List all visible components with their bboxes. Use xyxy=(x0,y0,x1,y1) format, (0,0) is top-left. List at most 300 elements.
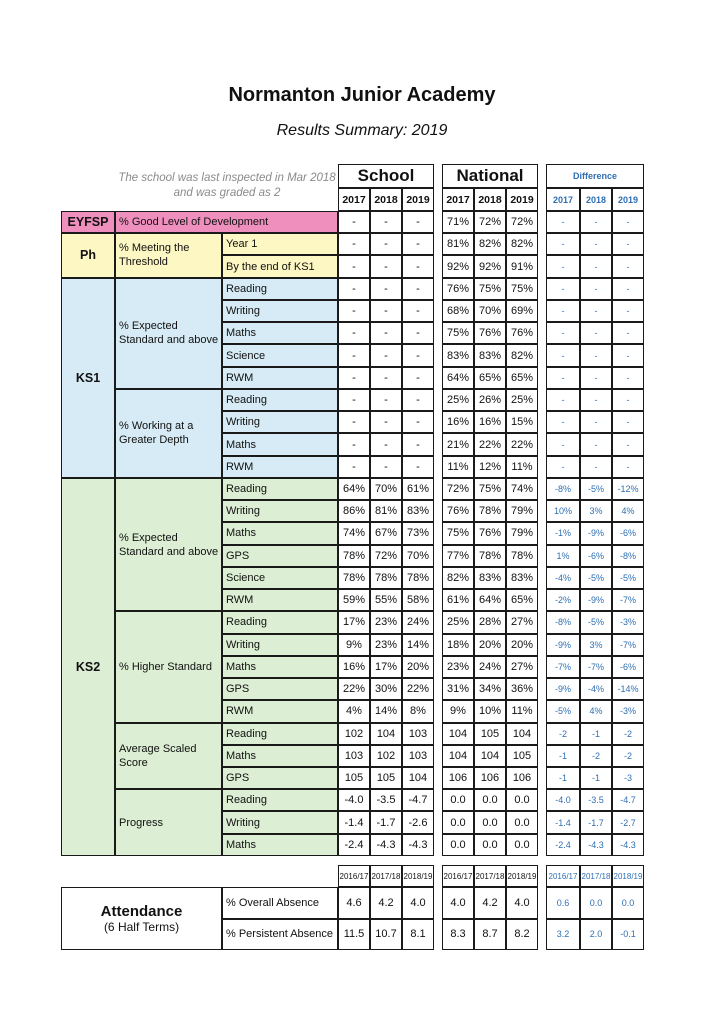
school-value: - xyxy=(338,255,370,277)
school-value: 103 xyxy=(402,745,434,767)
school-value: - xyxy=(338,456,370,478)
row-sublabel: GPS xyxy=(222,678,338,700)
national-value: 0.0 xyxy=(474,834,506,856)
school-value: - xyxy=(402,344,434,366)
national-attendance-value: 8.2 xyxy=(506,919,538,951)
page-subtitle: Results Summary: 2019 xyxy=(276,122,448,139)
national-value: 25% xyxy=(506,389,538,411)
difference-value: -8% xyxy=(546,611,580,633)
difference-value: -9% xyxy=(580,589,612,611)
national-value: 92% xyxy=(474,255,506,277)
difference-value: -4.3 xyxy=(612,834,644,856)
difference-value: -9% xyxy=(580,522,612,544)
difference-value: - xyxy=(580,367,612,389)
school-value: 61% xyxy=(402,478,434,500)
difference-value: -2% xyxy=(546,589,580,611)
national-value: 64% xyxy=(442,367,474,389)
school-value: - xyxy=(338,389,370,411)
school-value: - xyxy=(370,344,402,366)
school-value: - xyxy=(338,411,370,433)
group-label: Progress xyxy=(115,789,222,856)
school-value: -4.7 xyxy=(402,789,434,811)
school-value: - xyxy=(370,322,402,344)
row-sublabel: Maths xyxy=(222,522,338,544)
national-value: 75% xyxy=(442,322,474,344)
national-value: 105 xyxy=(506,745,538,767)
difference-attendance-value: 0.0 xyxy=(612,887,644,919)
row-sublabel: GPS xyxy=(222,767,338,789)
difference-value: -1 xyxy=(580,767,612,789)
difference-value: -5% xyxy=(580,567,612,589)
section-label: KS2 xyxy=(61,478,115,856)
row-sublabel: Year 1 xyxy=(222,233,338,255)
row-sublabel: Reading xyxy=(222,611,338,633)
school-value: 70% xyxy=(370,478,402,500)
school-value: -1.7 xyxy=(370,811,402,833)
national-year-header: 2018 xyxy=(474,188,506,211)
national-value: 72% xyxy=(474,211,506,233)
national-year-header: 2019 xyxy=(506,188,538,211)
school-value: - xyxy=(338,367,370,389)
national-value: 12% xyxy=(474,456,506,478)
difference-value: -3 xyxy=(612,767,644,789)
school-value: - xyxy=(370,367,402,389)
national-value: 104 xyxy=(506,723,538,745)
school-value: 81% xyxy=(370,500,402,522)
difference-value: - xyxy=(580,389,612,411)
national-value: 0.0 xyxy=(506,834,538,856)
row-sublabel: Reading xyxy=(222,723,338,745)
attendance-row-label: % Persistent Absence xyxy=(222,919,338,951)
group-label: % Higher Standard xyxy=(115,611,222,722)
row-sublabel: Reading xyxy=(222,278,338,300)
national-value: 76% xyxy=(474,322,506,344)
attendance-title: Attendance xyxy=(100,903,183,920)
difference-value: -3.5 xyxy=(580,789,612,811)
national-value: 79% xyxy=(506,522,538,544)
difference-value: -7% xyxy=(612,634,644,656)
school-value: 105 xyxy=(370,767,402,789)
difference-value: -5% xyxy=(612,567,644,589)
national-value: 64% xyxy=(474,589,506,611)
school-header: School xyxy=(338,164,434,188)
row-sublabel: RWM xyxy=(222,456,338,478)
difference-attendance-year: 2016/17 xyxy=(546,865,580,887)
difference-value: - xyxy=(612,255,644,277)
difference-value: - xyxy=(546,255,580,277)
national-attendance-year: 2016/17 xyxy=(442,865,474,887)
national-value: 24% xyxy=(474,656,506,678)
difference-value: - xyxy=(546,278,580,300)
difference-value: -2 xyxy=(580,745,612,767)
row-sublabel: By the end of KS1 xyxy=(222,255,338,277)
school-value: 17% xyxy=(338,611,370,633)
difference-value: 4% xyxy=(612,500,644,522)
school-value: - xyxy=(370,456,402,478)
school-value: - xyxy=(370,278,402,300)
difference-value: - xyxy=(580,433,612,455)
row-sublabel: Reading xyxy=(222,389,338,411)
difference-value: - xyxy=(580,322,612,344)
national-value: 20% xyxy=(506,634,538,656)
school-value: - xyxy=(402,255,434,277)
school-value: - xyxy=(338,344,370,366)
national-value: 65% xyxy=(506,589,538,611)
national-attendance-value: 8.3 xyxy=(442,919,474,951)
national-value: 65% xyxy=(506,367,538,389)
school-value: 67% xyxy=(370,522,402,544)
difference-year-header: 2019 xyxy=(612,188,644,211)
difference-value: -8% xyxy=(612,545,644,567)
school-value: - xyxy=(402,233,434,255)
difference-attendance-value: 0.0 xyxy=(580,887,612,919)
school-value: 103 xyxy=(402,723,434,745)
school-value: - xyxy=(338,322,370,344)
national-value: 11% xyxy=(442,456,474,478)
school-value: - xyxy=(402,411,434,433)
school-attendance-year: 2016/17 xyxy=(338,865,370,887)
row-sublabel: Maths xyxy=(222,433,338,455)
national-value: 36% xyxy=(506,678,538,700)
school-value: 55% xyxy=(370,589,402,611)
national-value: 16% xyxy=(474,411,506,433)
row-sublabel: RWM xyxy=(222,367,338,389)
difference-attendance-year: 2017/18 xyxy=(580,865,612,887)
school-value: 102 xyxy=(338,723,370,745)
national-value: 106 xyxy=(506,767,538,789)
group-label: % Expected Standard and above xyxy=(115,478,222,611)
difference-value: -2.4 xyxy=(546,834,580,856)
national-year-header: 2017 xyxy=(442,188,474,211)
school-year-header: 2017 xyxy=(338,188,370,211)
school-attendance-value: 4.6 xyxy=(338,887,370,919)
row-sublabel: Science xyxy=(222,567,338,589)
national-value: 78% xyxy=(506,545,538,567)
national-value: 75% xyxy=(474,478,506,500)
difference-value: 10% xyxy=(546,500,580,522)
difference-value: - xyxy=(580,233,612,255)
national-value: 27% xyxy=(506,611,538,633)
section-label: KS1 xyxy=(61,278,115,478)
school-value: 14% xyxy=(402,634,434,656)
difference-value: - xyxy=(546,233,580,255)
difference-value: - xyxy=(580,211,612,233)
national-value: 16% xyxy=(442,411,474,433)
national-value: 34% xyxy=(474,678,506,700)
school-value: - xyxy=(370,411,402,433)
national-attendance-value: 4.0 xyxy=(442,887,474,919)
national-value: 82% xyxy=(506,344,538,366)
national-value: 79% xyxy=(506,500,538,522)
difference-value: -2 xyxy=(612,745,644,767)
national-value: 26% xyxy=(474,389,506,411)
school-value: - xyxy=(402,433,434,455)
difference-value: - xyxy=(580,456,612,478)
difference-value: - xyxy=(546,456,580,478)
section-label: EYFSP xyxy=(61,211,115,233)
group-label: Average Scaled Score xyxy=(115,723,222,790)
school-value: 78% xyxy=(338,567,370,589)
difference-value: - xyxy=(612,211,644,233)
difference-header: Difference xyxy=(546,164,644,188)
school-value: 59% xyxy=(338,589,370,611)
inspection-note: The school was last inspected in Mar 2018 and was graded as 2 xyxy=(118,172,336,199)
national-value: 25% xyxy=(442,611,474,633)
national-value: 22% xyxy=(474,433,506,455)
national-value: 68% xyxy=(442,300,474,322)
national-value: 0.0 xyxy=(506,789,538,811)
difference-attendance-value: 3.2 xyxy=(546,919,580,951)
school-value: - xyxy=(370,300,402,322)
school-value: 78% xyxy=(338,545,370,567)
difference-value: - xyxy=(612,389,644,411)
national-value: 74% xyxy=(506,478,538,500)
school-value: - xyxy=(402,456,434,478)
difference-value: -9% xyxy=(546,678,580,700)
difference-value: -7% xyxy=(546,656,580,678)
school-value: 17% xyxy=(370,656,402,678)
national-value: 104 xyxy=(442,723,474,745)
school-value: 22% xyxy=(338,678,370,700)
national-value: 0.0 xyxy=(442,789,474,811)
difference-value: - xyxy=(612,411,644,433)
school-value: 78% xyxy=(402,567,434,589)
national-value: 91% xyxy=(506,255,538,277)
school-value: 83% xyxy=(402,500,434,522)
national-value: 77% xyxy=(442,545,474,567)
school-value: - xyxy=(402,389,434,411)
national-value: 105 xyxy=(474,723,506,745)
difference-attendance-value: 2.0 xyxy=(580,919,612,951)
row-sublabel: Writing xyxy=(222,634,338,656)
school-attendance-value: 4.0 xyxy=(402,887,434,919)
difference-value: -6% xyxy=(580,545,612,567)
difference-attendance-value: 0.6 xyxy=(546,887,580,919)
group-label: % Working at a Greater Depth xyxy=(115,389,222,478)
difference-value: - xyxy=(612,456,644,478)
national-value: 83% xyxy=(474,344,506,366)
national-attendance-value: 4.2 xyxy=(474,887,506,919)
difference-value: - xyxy=(612,300,644,322)
school-value: -3.5 xyxy=(370,789,402,811)
difference-value: -2 xyxy=(546,723,580,745)
national-value: 21% xyxy=(442,433,474,455)
difference-value: -1 xyxy=(546,767,580,789)
school-value: 14% xyxy=(370,700,402,722)
national-header: National xyxy=(442,164,538,188)
difference-value: -2.7 xyxy=(612,811,644,833)
national-value: 20% xyxy=(474,634,506,656)
school-value: -4.3 xyxy=(402,834,434,856)
attendance-row-label: % Overall Absence xyxy=(222,887,338,919)
difference-value: - xyxy=(546,300,580,322)
school-value: 9% xyxy=(338,634,370,656)
difference-value: -4% xyxy=(580,678,612,700)
difference-value: - xyxy=(546,411,580,433)
difference-value: -1% xyxy=(546,522,580,544)
difference-value: -4.3 xyxy=(580,834,612,856)
school-value: - xyxy=(402,322,434,344)
school-year-header: 2019 xyxy=(402,188,434,211)
difference-year-header: 2017 xyxy=(546,188,580,211)
difference-value: - xyxy=(580,344,612,366)
school-value: 74% xyxy=(338,522,370,544)
difference-value: -6% xyxy=(612,656,644,678)
national-value: 75% xyxy=(506,278,538,300)
row-sublabel: Maths xyxy=(222,745,338,767)
row-sublabel: Writing xyxy=(222,300,338,322)
national-attendance-year: 2018/19 xyxy=(506,865,538,887)
difference-value: -1.7 xyxy=(580,811,612,833)
difference-value: -4.0 xyxy=(546,789,580,811)
school-attendance-value: 8.1 xyxy=(402,919,434,951)
row-sublabel: Reading xyxy=(222,478,338,500)
national-value: 82% xyxy=(474,233,506,255)
school-value: -4.3 xyxy=(370,834,402,856)
school-value: - xyxy=(402,211,434,233)
difference-value: - xyxy=(580,300,612,322)
national-value: 75% xyxy=(474,278,506,300)
row-sublabel: Reading xyxy=(222,789,338,811)
national-value: 78% xyxy=(474,500,506,522)
row-sublabel: Maths xyxy=(222,834,338,856)
school-value: - xyxy=(370,211,402,233)
school-value: - xyxy=(338,433,370,455)
national-value: 65% xyxy=(474,367,506,389)
school-value: 104 xyxy=(402,767,434,789)
school-value: -2.4 xyxy=(338,834,370,856)
national-value: 71% xyxy=(442,211,474,233)
school-value: 105 xyxy=(338,767,370,789)
difference-value: -4.7 xyxy=(612,789,644,811)
difference-value: 3% xyxy=(580,500,612,522)
difference-value: - xyxy=(546,211,580,233)
school-value: - xyxy=(338,300,370,322)
national-value: 0.0 xyxy=(474,811,506,833)
school-attendance-value: 4.2 xyxy=(370,887,402,919)
school-value: 22% xyxy=(402,678,434,700)
national-value: 76% xyxy=(442,278,474,300)
difference-value: -1 xyxy=(546,745,580,767)
difference-value: 1% xyxy=(546,545,580,567)
national-value: 106 xyxy=(474,767,506,789)
difference-value: -3% xyxy=(612,611,644,633)
row-sublabel: Science xyxy=(222,344,338,366)
national-value: 106 xyxy=(442,767,474,789)
school-attendance-year: 2018/19 xyxy=(402,865,434,887)
school-value: 102 xyxy=(370,745,402,767)
difference-year-header: 2018 xyxy=(580,188,612,211)
school-attendance-year: 2017/18 xyxy=(370,865,402,887)
national-attendance-value: 4.0 xyxy=(506,887,538,919)
attendance-subtitle: (6 Half Terms) xyxy=(103,920,180,934)
group-label: % Good Level of Development xyxy=(115,211,338,233)
school-value: - xyxy=(370,233,402,255)
school-value: 73% xyxy=(402,522,434,544)
group-label: % Expected Standard and above xyxy=(115,278,222,389)
row-sublabel: Maths xyxy=(222,656,338,678)
school-value: 30% xyxy=(370,678,402,700)
national-value: 76% xyxy=(474,522,506,544)
school-value: 70% xyxy=(402,545,434,567)
national-value: 0.0 xyxy=(506,811,538,833)
school-year-header: 2018 xyxy=(370,188,402,211)
national-value: 82% xyxy=(442,567,474,589)
difference-attendance-year: 2018/19 xyxy=(612,865,644,887)
national-value: 9% xyxy=(442,700,474,722)
group-label: % Meeting the Threshold xyxy=(115,233,222,277)
national-value: 23% xyxy=(442,656,474,678)
national-value: 72% xyxy=(442,478,474,500)
national-value: 61% xyxy=(442,589,474,611)
difference-value: - xyxy=(546,344,580,366)
difference-value: - xyxy=(546,322,580,344)
difference-value: -1.4 xyxy=(546,811,580,833)
difference-value: -5% xyxy=(580,478,612,500)
difference-value: -1 xyxy=(580,723,612,745)
school-value: - xyxy=(402,300,434,322)
school-value: 23% xyxy=(370,634,402,656)
school-value: 58% xyxy=(402,589,434,611)
difference-value: - xyxy=(580,411,612,433)
national-value: 83% xyxy=(442,344,474,366)
row-sublabel: Maths xyxy=(222,322,338,344)
row-sublabel: Writing xyxy=(222,811,338,833)
school-value: - xyxy=(402,278,434,300)
difference-value: 3% xyxy=(580,634,612,656)
national-value: 104 xyxy=(442,745,474,767)
national-value: 15% xyxy=(506,411,538,433)
difference-value: - xyxy=(546,367,580,389)
difference-value: - xyxy=(612,233,644,255)
national-value: 92% xyxy=(442,255,474,277)
school-value: - xyxy=(338,278,370,300)
national-value: 0.0 xyxy=(442,834,474,856)
difference-value: - xyxy=(580,278,612,300)
school-attendance-value: 11.5 xyxy=(338,919,370,951)
national-value: 76% xyxy=(506,322,538,344)
row-sublabel: RWM xyxy=(222,589,338,611)
row-sublabel: Writing xyxy=(222,500,338,522)
difference-value: - xyxy=(612,433,644,455)
national-value: 10% xyxy=(474,700,506,722)
school-attendance-value: 10.7 xyxy=(370,919,402,951)
national-value: 83% xyxy=(474,567,506,589)
national-value: 75% xyxy=(442,522,474,544)
school-value: -2.6 xyxy=(402,811,434,833)
difference-value: -4% xyxy=(546,567,580,589)
difference-value: -2 xyxy=(612,723,644,745)
difference-value: - xyxy=(612,367,644,389)
school-value: - xyxy=(370,389,402,411)
school-value: -4.0 xyxy=(338,789,370,811)
difference-value: -5% xyxy=(580,611,612,633)
school-value: 20% xyxy=(402,656,434,678)
school-value: - xyxy=(338,233,370,255)
difference-value: - xyxy=(612,344,644,366)
attendance-block xyxy=(61,887,222,950)
national-value: 104 xyxy=(474,745,506,767)
row-sublabel: RWM xyxy=(222,700,338,722)
national-value: 72% xyxy=(506,211,538,233)
national-value: 81% xyxy=(442,233,474,255)
national-value: 78% xyxy=(474,545,506,567)
difference-value: -14% xyxy=(612,678,644,700)
national-attendance-year: 2017/18 xyxy=(474,865,506,887)
difference-value: -5% xyxy=(546,700,580,722)
row-sublabel: GPS xyxy=(222,545,338,567)
national-value: 82% xyxy=(506,233,538,255)
